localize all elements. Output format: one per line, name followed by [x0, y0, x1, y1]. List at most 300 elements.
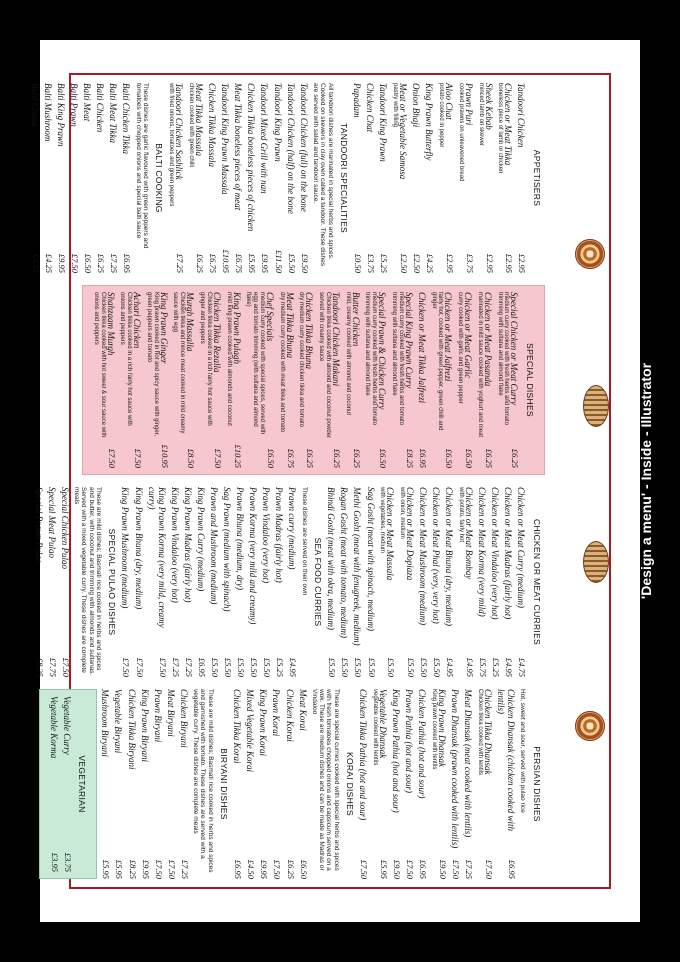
dish-name: Chicken or Meat Mushroom (medium) — [418, 487, 429, 626]
dish-name: Murgh Massalla — [185, 292, 196, 352]
menu-item — [49, 696, 59, 872]
menu-item-text — [352, 83, 362, 254]
section-description: Hot, sweet and sour, served with pulao rice — [519, 689, 527, 813]
menu-item-text — [207, 83, 217, 254]
dish-name: King Prawn Vindaloo (very hot) — [169, 487, 180, 603]
menu-item — [271, 689, 281, 879]
menu-item-text — [209, 487, 219, 658]
dish-name: Prawn Vindaloo (very hot) — [261, 487, 272, 584]
menu-item-text — [245, 292, 275, 449]
menu-item — [457, 83, 474, 273]
dish-name: Meat or Vegetable Samosa — [398, 83, 409, 180]
menu-item-text — [126, 689, 136, 860]
dish-name: Mushroom Biryani — [100, 689, 111, 757]
menu-item — [147, 487, 167, 677]
menu-item — [246, 83, 256, 273]
dish-name: Meat Tikka Bhuna — [284, 292, 295, 358]
menu-item — [126, 689, 136, 879]
dish-note: with vegetables, medium — [379, 487, 386, 554]
dish-name: Balti Chana — [29, 83, 40, 127]
dish-name: King Prawn Biryani — [139, 689, 150, 763]
dish-price: £8.25 — [404, 448, 415, 468]
dish-price: £2.95 — [504, 253, 515, 273]
menu-item — [170, 487, 180, 677]
menu-item — [503, 487, 513, 677]
dish-price: £0.50 — [353, 253, 364, 273]
mandala-icon — [575, 711, 605, 741]
dish-name: Chicken or Meat Garlic — [463, 292, 474, 379]
dish-name: Methi Gosht (meat with fenugreek, medium) — [352, 487, 363, 646]
dish-price: £9.50 — [299, 253, 310, 273]
menu-item-text — [398, 487, 415, 658]
menu-item-text — [457, 83, 474, 254]
dish-price: £7.25 — [183, 657, 194, 677]
menu-item-text — [261, 487, 271, 658]
dish-price: £7.50 — [359, 859, 370, 879]
menu-item-text — [258, 689, 268, 860]
dish-name: Chicken Pathia (hot and sour) — [417, 689, 428, 799]
dish-name: King Prawn Dhansak — [437, 689, 448, 768]
section-title: SEA FOOD CURRIES — [313, 537, 324, 627]
dish-name: Balti Meat Tikka — [108, 83, 119, 143]
menu-item-text — [497, 83, 514, 254]
dish-price: £5.50 — [223, 657, 234, 677]
dish-price: £9.95 — [57, 253, 68, 273]
menu-item-text — [170, 487, 180, 658]
menu-item-text — [69, 83, 79, 254]
dish-price: £2.95 — [484, 253, 495, 273]
menu-item-text — [121, 83, 131, 254]
menu-item-text — [339, 487, 349, 658]
menu-item — [179, 689, 189, 879]
menu-item — [69, 83, 79, 273]
dish-price: £5.50 — [209, 657, 220, 677]
menu-item-text — [326, 487, 336, 658]
menu-item-text — [379, 487, 396, 658]
menu-item-text — [378, 83, 388, 254]
dish-price: £4.75 — [517, 657, 528, 677]
menu-item — [444, 487, 454, 677]
section-title: TANDOORI SPECIALITIES — [339, 122, 350, 234]
dish-price: £4.95 — [288, 657, 299, 677]
dish-price: £6.25 — [285, 859, 296, 879]
dish-price: £10.95 — [159, 444, 170, 468]
dish-price: £7.50 — [133, 448, 144, 468]
dish-name: Meat Tikka Massala — [194, 83, 205, 156]
menu-item — [390, 292, 414, 468]
dish-note: cooked prawns on unleavened bread — [457, 83, 464, 182]
dish-name: Rogan Gosht (meat with tomato, medium) — [339, 487, 350, 638]
dish-price: £7.50 — [153, 859, 164, 879]
menu-item-text — [179, 689, 189, 860]
dish-name: Chicken or Meat Madras (fairly hot) — [503, 487, 514, 620]
section-title: VEGETARIAN — [77, 755, 88, 813]
menu-item-text — [113, 689, 123, 860]
dish-name: Balti Chicken Tikka — [121, 83, 132, 154]
menu-item-text — [390, 292, 414, 449]
menu-item — [456, 292, 473, 468]
menu-wrapper — [29, 40, 640, 922]
menu-item — [145, 292, 169, 468]
menu-item-text — [404, 689, 414, 860]
dish-name: Vegetable Korma — [48, 696, 59, 759]
section-title: BALTI COOKING — [154, 143, 165, 213]
menu-section — [358, 689, 541, 879]
menu-item — [437, 83, 454, 273]
menu-item-text — [222, 487, 232, 658]
dish-name: King Prawn Bhuna (dry, medium) — [133, 487, 144, 610]
dish-name: Chicken Tikka Biryani — [126, 689, 137, 770]
menu-item-text — [108, 83, 118, 254]
dish-price: £10.95 — [221, 249, 232, 273]
dish-price: £5.25 — [491, 657, 502, 677]
section-box — [82, 285, 545, 475]
menu-item-text — [43, 83, 53, 254]
dish-note: Chicken tikka cooked with hot sweet & sour sauce with onions and peppers — [92, 292, 106, 438]
menu-item — [298, 292, 315, 468]
menu-item — [34, 487, 44, 677]
dish-name: Tandoori Chicken (half) on the bone — [285, 83, 296, 214]
dish-name: Papadam — [352, 83, 363, 118]
dish-price: £6.25 — [510, 448, 521, 468]
menu-item — [100, 689, 110, 879]
menu-item-text — [56, 83, 66, 254]
dish-price: £3.75 — [464, 253, 475, 273]
menu-item-text — [417, 292, 427, 449]
dish-price: £3.75 — [62, 852, 73, 872]
menu-item-text — [431, 487, 441, 658]
menu-item — [248, 487, 258, 677]
dish-name: Sag Prawn (medium with spinach) — [222, 487, 233, 612]
menu-item — [62, 696, 72, 872]
menu-item-text — [516, 487, 526, 658]
dish-price: £5.50 — [353, 657, 364, 677]
dish-price: £5.95 — [114, 859, 125, 879]
dish-name: Chicken Chat — [365, 83, 376, 133]
dish-name: Meat Korai — [297, 689, 308, 731]
menu-item-text — [477, 487, 487, 658]
dish-price: £4.25 — [30, 253, 41, 273]
dish-price: £5.50 — [366, 657, 377, 677]
section-title: APPETISERS — [532, 149, 542, 207]
menu-item-text — [418, 487, 428, 658]
menu-item — [299, 83, 309, 273]
dish-note: pastry with filling — [391, 83, 398, 128]
dish-name: King Prawn Pulagh — [231, 292, 242, 365]
menu-item-text — [284, 689, 294, 860]
menu-item-text — [457, 487, 474, 658]
dish-price: £7.50 — [60, 657, 71, 677]
dish-price: £5.50 — [327, 657, 338, 677]
menu-item-text — [496, 292, 520, 449]
dish-name: Prawn Dhansak (prawn cooked with lentils) — [450, 689, 461, 849]
dish-note: medium curry cooked with fresh herbs and tomato trimming with sultana and almond flake — [364, 292, 378, 426]
dish-price: £9.95 — [259, 859, 270, 879]
menu-item-text — [92, 292, 116, 449]
dish-name: Sag Gosht (meat with spinach, medium) — [365, 487, 376, 631]
dish-name: Chicken Tikka boneless pieces of chicken — [246, 83, 257, 232]
dish-name: Tandoori King Prawn Massala — [220, 83, 231, 195]
menu-item — [166, 689, 176, 879]
dish-name: Prawn Korai — [271, 689, 282, 737]
menu-item-text — [232, 689, 242, 860]
dish-price: £7.25 — [179, 859, 190, 879]
menu-item — [496, 689, 516, 879]
dish-name: Prawn Biryani — [152, 689, 163, 743]
dish-price: £5.50 — [419, 657, 430, 677]
menu-item — [233, 83, 243, 273]
menu-item-text — [166, 689, 176, 860]
dish-name: Special Chicken or Meat Curry — [509, 292, 520, 405]
dish-price: £5.25 — [379, 253, 390, 273]
dish-note: mild king prawn cooked with almonds and coconut — [225, 292, 232, 426]
dish-name: Prawn Korma (very mild and creamy) — [248, 487, 259, 625]
dish-name: Prawn Bhuna (medium, dry) — [235, 487, 246, 590]
dish-price: £4.25 — [425, 253, 436, 273]
menu-item — [119, 292, 143, 468]
menu-item-text — [358, 689, 368, 860]
menu-item-text — [496, 689, 516, 860]
menu-item — [490, 487, 500, 677]
menu-item-text — [287, 487, 297, 658]
dish-price: £5.50 — [432, 657, 443, 677]
dish-price: £3.75 — [366, 253, 377, 273]
menu-item — [120, 487, 130, 677]
menu-item-text — [391, 83, 408, 254]
menu-section — [100, 689, 228, 879]
section-description: These dishes are served on their own — [300, 487, 308, 596]
dish-name: Special King Prawn Curry — [403, 292, 414, 389]
menu-column — [31, 487, 545, 677]
dish-name: Meat Dhansak (meat cooked with lentils) — [463, 689, 474, 838]
menu-item — [261, 487, 271, 677]
dish-price: £5.50 — [236, 657, 247, 677]
menu-item-text — [286, 83, 296, 254]
menu-item-text — [476, 689, 493, 860]
dish-note: medium curry cooked with special spices, served with egg and tomato trimming (with sultana and almond flake) — [245, 292, 265, 435]
section-title: KORAI DISHES — [345, 751, 356, 817]
dish-name: Onion Bhaji — [411, 83, 422, 128]
menu-item-text — [245, 689, 255, 860]
dish-note: boneless piece of lamb or chicken — [497, 83, 504, 174]
menu-item — [82, 83, 92, 273]
menu-item — [209, 487, 219, 677]
dish-price: £7.50 — [405, 859, 416, 879]
menu-item — [476, 292, 493, 468]
menu-section — [34, 487, 117, 677]
menu-item-text — [364, 292, 388, 449]
menu-item-text — [516, 83, 526, 254]
dish-name: Chicken or Meat Dopiaza — [405, 487, 416, 581]
dish-name: Chicken or Meat Bhuna (dry, medium) — [444, 487, 455, 626]
menu-section — [120, 487, 322, 677]
mandala-icon — [575, 239, 605, 269]
dish-name: Chicken or Meat Tikka — [503, 83, 514, 166]
menu-spread — [29, 63, 621, 899]
dish-price: £6.50 — [83, 253, 94, 273]
menu-item-text — [274, 487, 284, 658]
menu-item-text — [476, 292, 493, 449]
dish-name: King Prawn Madras (fairly hot) — [182, 487, 193, 603]
menu-item — [424, 83, 434, 273]
dish-name: Aloo Chat — [444, 83, 455, 120]
dish-price: £5.50 — [249, 657, 260, 677]
menu-item-text — [437, 83, 454, 254]
dish-price: £6.25 — [331, 448, 342, 468]
dish-price: £6.50 — [265, 448, 276, 468]
menu-item-text — [352, 487, 362, 658]
menu-item-text — [168, 83, 185, 254]
section-description: These dishes are garlic flavoured with green peppers and tomatoes with chopped onions and special balti sauce — [134, 83, 149, 249]
dish-name: Special Prawn Pulao — [33, 487, 44, 564]
menu-item-text — [60, 487, 70, 658]
menu-item — [232, 689, 242, 879]
menu-item — [418, 487, 428, 677]
menu-item — [245, 689, 255, 879]
dish-name: Balti Chicken — [95, 83, 106, 133]
menu-item — [272, 83, 282, 273]
dish-note: dry medium curry cooked with meat tikka and tomato — [278, 292, 285, 433]
dish-price: £6.95 — [507, 859, 518, 879]
menu-item — [235, 487, 245, 677]
menu-item — [477, 83, 494, 273]
menu-item-text — [119, 292, 143, 449]
menu-item — [220, 83, 230, 273]
dish-price: £6.95 — [417, 448, 428, 468]
dish-name: Vegetable Curry — [61, 696, 72, 755]
dish-price: £2.50 — [399, 253, 410, 273]
dish-name: Special Prawn & Chicken Curry — [377, 292, 388, 410]
dish-name: Meat Tikka boneless pieces of meat — [233, 83, 244, 211]
dish-name: Chicken or Meat Jalfrezi — [443, 292, 454, 382]
dish-price: £5.95 — [247, 253, 258, 273]
dish-name: Chicken Tikka Pathia (hot and sour) — [358, 689, 369, 821]
dish-name: Chicken or Meat Curry (medium) — [516, 487, 527, 608]
dish-price: £4.95 — [465, 657, 476, 677]
dish-price: £6.50 — [298, 859, 309, 879]
dish-price: £6.75 — [285, 448, 296, 468]
dish-price: £5.50 — [262, 657, 273, 677]
dish-name: Prawn curry (medium) — [287, 487, 298, 570]
menu-item-text — [278, 292, 295, 449]
dish-note: chicken cooked with green chilli — [188, 83, 195, 168]
dish-name: Vegetable Dhansak — [378, 689, 389, 759]
menu-item — [274, 487, 284, 677]
menu-item-text — [391, 689, 401, 860]
dish-name: Shahzaam Murgh — [105, 292, 116, 356]
dish-note: with fried onions, tomatoes and green peppers — [168, 83, 175, 207]
menu-item — [284, 689, 294, 879]
dish-note: Chicken tikka cooked with almond and coconut powder served with creamy sauce — [318, 292, 331, 439]
dish-name: King Prawn Pathia (hot and sour) — [391, 689, 402, 813]
menu-item-text — [417, 689, 427, 860]
dish-name: King Prawn Curry (medium) — [195, 487, 206, 592]
dish-name: Chicken or Meat Massala — [385, 487, 396, 581]
dish-note: Chicken tikka cooked in a rich fairly hot sauce with ginger and peppers — [199, 292, 212, 426]
dish-note: Chicken tikka cooked with lentils — [476, 689, 483, 776]
dish-name: Chicken or Meat Vindaloo (very hot) — [490, 487, 501, 620]
menu-item-text — [411, 83, 421, 254]
menu-item-text — [49, 696, 59, 853]
dish-name: Tandoori Chicken (full) on the bone — [298, 83, 309, 212]
menu-item — [198, 292, 222, 468]
dish-price: £9.95 — [140, 859, 151, 879]
dish-name: Prawn Madras (fairly hot) — [274, 487, 285, 583]
menu-item — [140, 689, 150, 879]
menu-item-text — [490, 487, 500, 658]
menu-item-text — [365, 83, 375, 254]
menu-section — [168, 83, 349, 273]
dish-name: Chicken Dhansak (chicken cooked with lentils) — [496, 689, 517, 831]
dish-name: Chicken or Meat Korma (very mild) — [477, 487, 488, 617]
menu-item — [477, 487, 487, 677]
dish-price: £2.95 — [445, 253, 456, 273]
dish-name: Special Meat Pulao — [46, 487, 57, 558]
menu-item — [317, 292, 341, 468]
menu-item-text — [259, 83, 269, 254]
section-description: All tandoori dishes are marinated in special herbs and spices. Cooked on skewers in clay oven called a tandoor. These dishes are served with salad and tandoori sauce. — [311, 83, 334, 267]
section-description: These are mild dishes; Basmati rice cooked in herbs and spices and garnished with tomato. These dishes are served with a vegetable curry. These dishes are complete meals — [192, 689, 214, 873]
menu-item-text — [477, 83, 494, 254]
menu-item-text — [100, 689, 110, 860]
dish-note: mild, creamy cooked with almond and coconut — [344, 292, 351, 416]
dish-price: £5.95 — [379, 859, 390, 879]
menu-item-text — [444, 487, 454, 658]
menu-item — [92, 292, 116, 468]
dish-price: £6.50 — [378, 448, 389, 468]
menu-item-text — [187, 83, 204, 254]
menu-item-text — [365, 487, 375, 658]
menu-item-text — [220, 83, 230, 250]
menu-item-text — [133, 487, 143, 658]
dish-name: Vegetable Biryani — [113, 689, 124, 754]
menu-item — [207, 83, 217, 273]
dish-note: medium curry cooked with fresh herbs and tomato trimming with sultana and almond flake — [390, 292, 404, 426]
section-title: SPECIAL PULAO DISHES — [107, 528, 118, 636]
menu-item-text — [317, 292, 341, 449]
dish-price: £7.25 — [109, 253, 120, 273]
dish-name: Chicken or Meat Tikka Jalfrezi — [416, 292, 427, 404]
dish-price: £6.25 — [351, 448, 362, 468]
section-description: These are special curries cooked with special herbs and spices with fresh tomatoes chopped onions and capsicum served on a wok. These are medium dishes and can be made as Madras or Vindaloo — [310, 689, 340, 871]
menu-item-text — [145, 292, 169, 445]
feather-leaf-icon — [583, 385, 609, 427]
dish-price: £11.50 — [273, 250, 284, 273]
menu-item — [476, 689, 493, 879]
menu-item — [431, 487, 441, 677]
menu-item — [398, 487, 415, 677]
dish-price: £6.25 — [483, 448, 494, 468]
dish-price: £3.95 — [49, 852, 60, 872]
menu-item — [496, 292, 520, 468]
dish-note: marinated in mild sauce cooked with yoghurt and meat — [476, 292, 483, 438]
dish-price: £7.25 — [170, 657, 181, 677]
menu-section — [326, 487, 541, 677]
menu-column — [27, 83, 545, 273]
menu-item-text — [235, 487, 245, 658]
menu-item — [411, 83, 421, 273]
menu-item-text — [456, 292, 473, 449]
menu-item — [113, 689, 123, 879]
dish-price: £5.50 — [406, 657, 417, 677]
dish-note: with onion, medium — [399, 487, 406, 539]
menu-item-text — [246, 83, 256, 254]
menu-item — [417, 689, 427, 879]
menu-item — [391, 83, 408, 273]
menu-item — [430, 292, 454, 468]
menu-item — [365, 487, 375, 677]
dish-price: £6.75 — [208, 253, 219, 273]
